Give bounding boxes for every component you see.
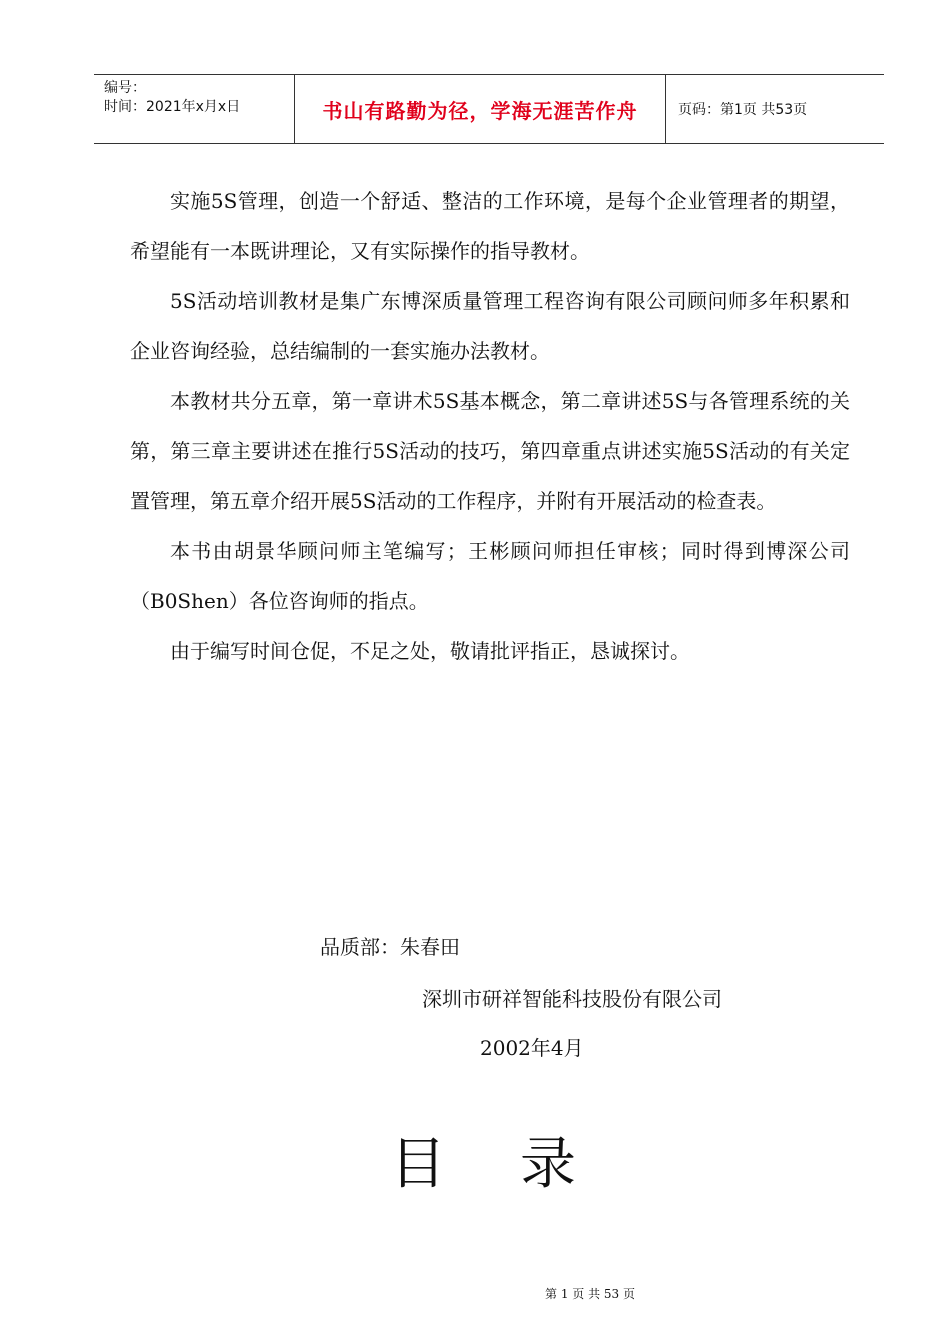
paragraph: 本书由胡景华顾问师主笔编写；王彬顾问师担任审核；同时得到博深公司（B0Shen）各位咨询师的指点。 xyxy=(130,539,850,613)
document-time: 时间：2021年x月x日 xyxy=(104,99,241,115)
header-meta xyxy=(94,75,294,143)
paragraph: 5S活动培训教材是集广东博深质量管理工程咨询有限公司顾问师多年积累和企业咨询经验，总结编制的一套实施办法教材。 xyxy=(130,289,850,363)
page-header xyxy=(94,74,884,144)
paragraph: 由于编写时间仓促，不足之处，敬请批评指正，恳诚探讨。 xyxy=(170,639,690,663)
paragraph: 本教材共分五章，第一章讲术5S基本概念，第二章讲述5S与各管理系统的关第，第三章主要讲述在推行5S活动的技巧，第四章重点讲述实施5S活动的有关定置管理，第五章介绍开展5S活动的工作程序，并附有开展活动的检查表。 xyxy=(130,389,850,513)
signature-department: 品质部：朱春田 xyxy=(320,935,460,959)
signature-date: 2002年4月 xyxy=(480,1036,584,1060)
signature-company: 深圳市研祥智能科技股份有限公司 xyxy=(422,987,722,1011)
toc-title: 目录 xyxy=(390,1132,650,1197)
preface-body xyxy=(130,176,850,676)
page-footer xyxy=(0,1286,950,1302)
paragraph: 实施5S管理，创造一个舒适、整洁的工作环境，是每个企业管理者的期望，希望能有一本既讲理论，又有实际操作的指导教材。 xyxy=(130,189,850,263)
header-page-info: 页码：第1页 共53页 xyxy=(678,102,808,118)
document-number-label: 编号： xyxy=(104,80,146,96)
footer-page-number: 第 1 页 共 53 页 xyxy=(545,1287,635,1301)
header-motto: 书山有路勤为径，学海无涯苦作舟 xyxy=(294,75,666,143)
